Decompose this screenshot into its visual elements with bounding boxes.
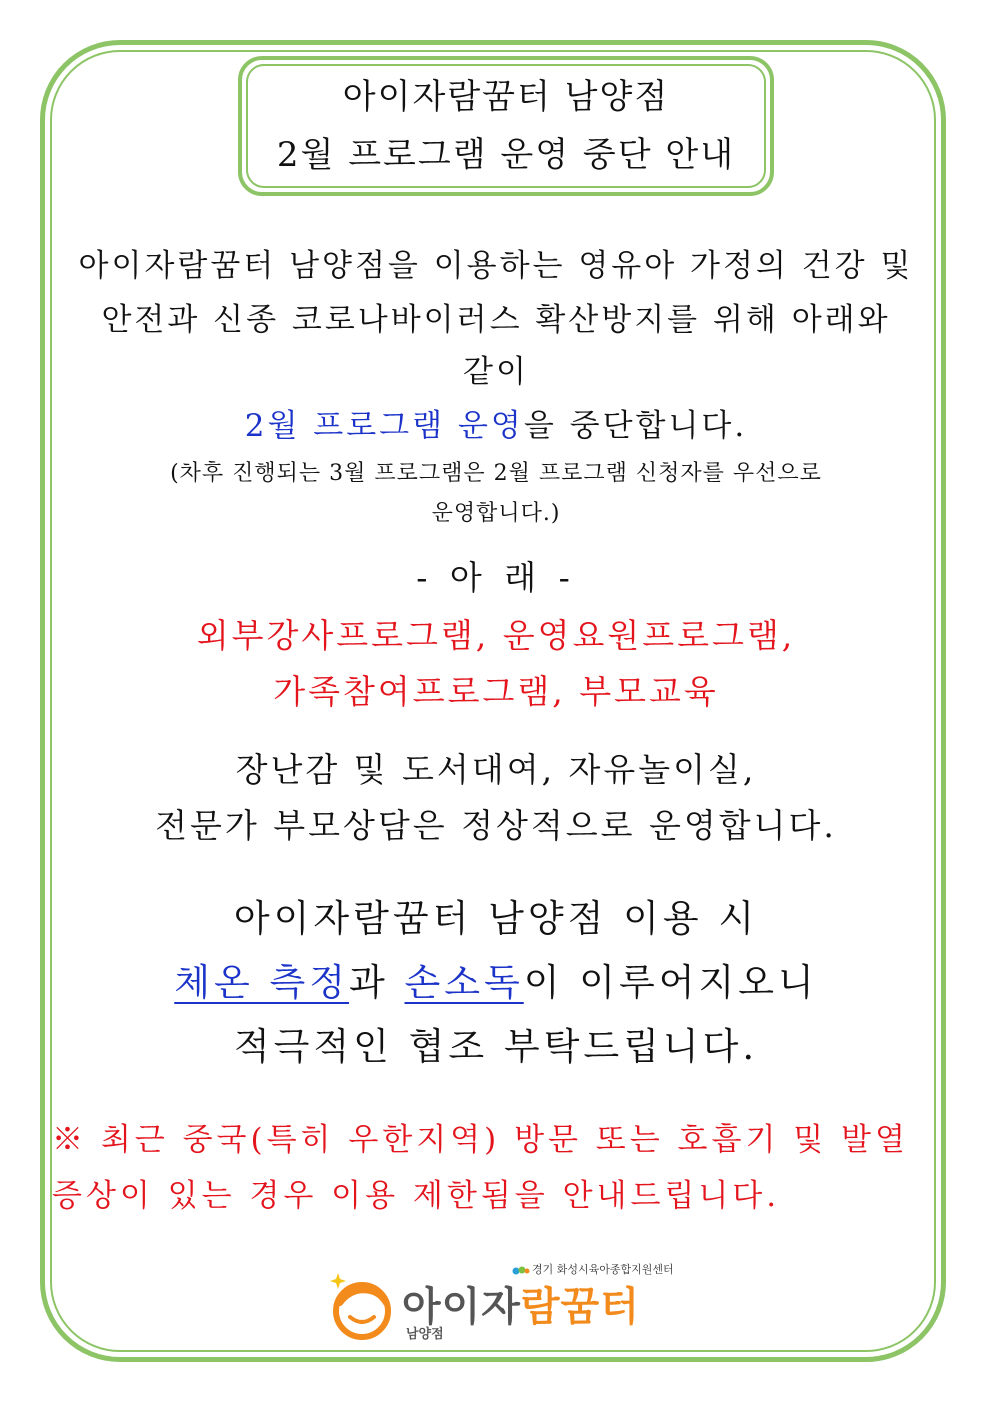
intro-line-1: 아이자람꿈터 남양점을 이용하는 영유아 가정의 건강 및 [78,248,914,284]
temperature-check-term: 체온 측정 [174,961,349,1004]
intro-line-3: 같이 [463,354,529,390]
notice-conj: 과 [349,961,405,1004]
center-logo-icon [512,1265,530,1276]
hand-sanitize-term: 손소독 [404,961,524,1004]
notice-line-3: 적극적인 협조 부탁드립니다. [233,1025,759,1068]
brand-name-part-1: 아이자 [402,1284,521,1330]
notice-line-1: 아이자람꿈터 남양점 이용 시 [233,897,759,940]
warning-line-2: 증상이 있는 경우 이용 제한됨을 안내드립니다. [52,1178,781,1214]
suspended-line-1: 외부강사프로그램, 운영요원프로그램, [196,616,796,655]
brand-logo [322,1255,674,1347]
warning-line-1: ※ 최근 중국(특히 우한지역) 방문 또는 호흡기 및 발열 [52,1122,909,1158]
title-line-1: 아이자람꿈터 남양점 [342,77,670,117]
brand-name-part-2: 람꿈터 [520,1284,640,1330]
intro-note-2: 운영합니다.) [431,501,561,526]
below-heading: - 아 래 - [416,558,576,597]
intro-line-4-rest: 을 중단합니다. [523,408,748,444]
suspended-line-2: 가족참여프로그램, 부모교육 [273,672,719,711]
intro-line-4 [0,400,992,445]
normal-line-2: 전문가 부모상담은 정상적으로 운영합니다. [155,806,837,845]
normal-line-1: 장난감 및 도서대여, 자유놀이실, [235,750,757,789]
intro-line-2: 안전과 신종 코로나바이러스 확산방지를 위해 아래와 [101,302,891,338]
brand-branch: 남양점 [406,1327,444,1342]
title-line-2: 2월 프로그램 운영 중단 안내 [276,135,736,175]
support-center-label: 경기 화성시육아종합지원센터 [532,1263,674,1276]
suspended-program-highlight: 2월 프로그램 운영 [244,408,524,444]
notice-line-2 [0,952,992,1006]
title-box [246,64,766,188]
notice-line-2-rest: 이 이루어지오니 [523,961,818,1004]
child-face-icon [330,1273,394,1341]
intro-note-1: (차후 진행되는 3월 프로그램은 2월 프로그램 신청자를 우선으로 [170,461,822,486]
